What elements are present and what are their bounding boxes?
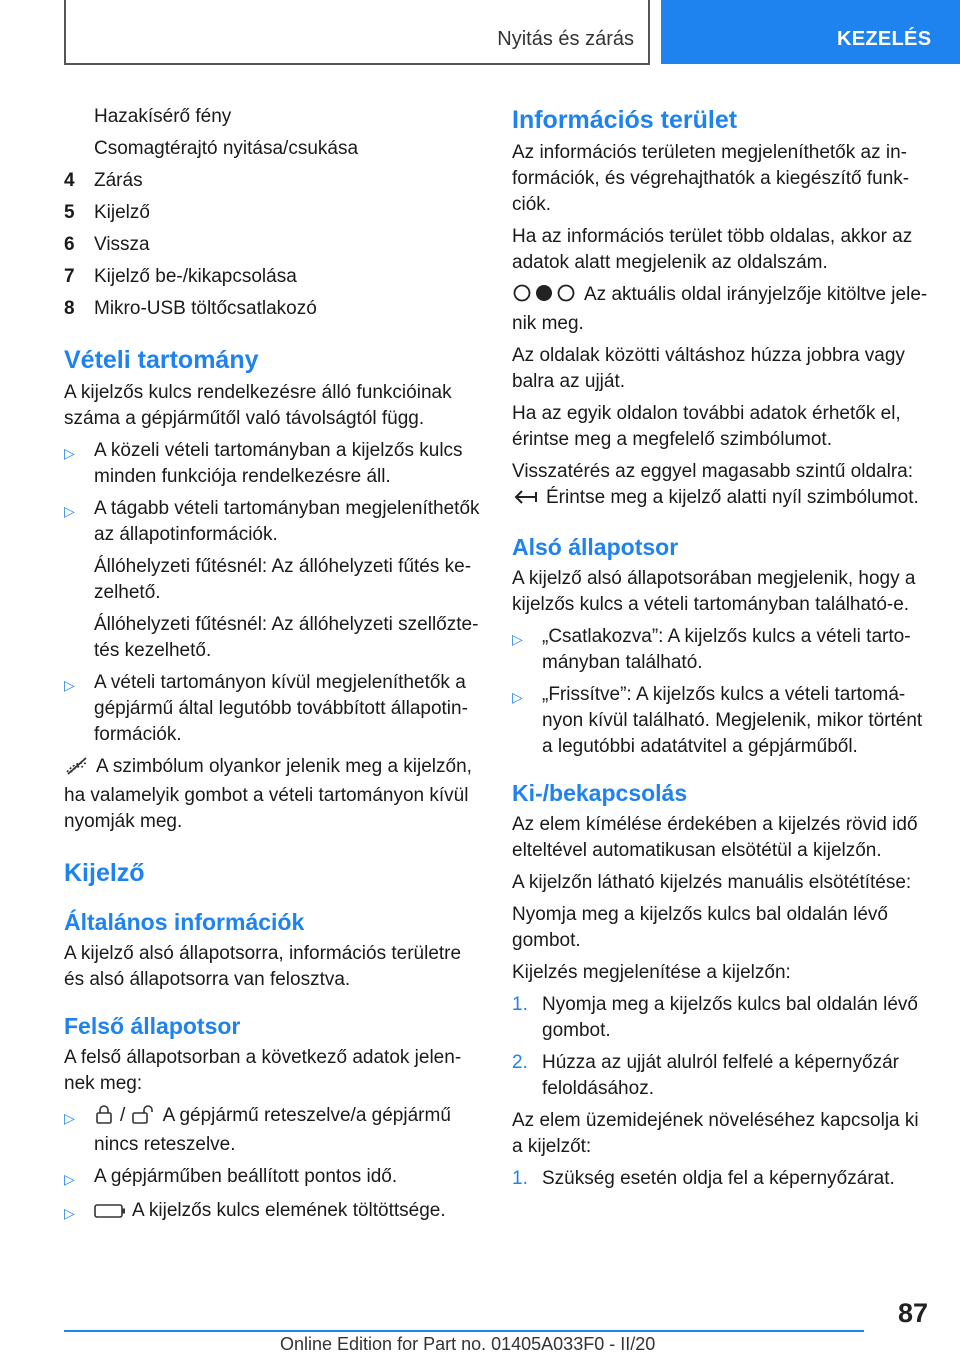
item-text: Zárás xyxy=(94,170,143,191)
item-text: Vissza xyxy=(94,234,150,255)
no-signal-icon xyxy=(64,757,90,783)
item-text: Mikro-USB töltőcsatlakozó xyxy=(94,298,317,319)
separator: / xyxy=(120,1105,126,1126)
ordered-item: 1. Nyomja meg a kijelzős kulcs bal oldalán lévő gombot. xyxy=(512,992,928,1044)
page-indicator-dots-icon xyxy=(512,283,578,311)
paragraph: A kijelző alsó állapotsorában megjelenik, hogy a kijelzős kulcs a vételi tartományban található-e. xyxy=(512,568,916,615)
paragraph: Visszatérés az eggyel magasabb szintű oldalra: xyxy=(512,461,913,482)
heading-display: Kijelző xyxy=(64,859,145,887)
bullet-item: ▷ A vételi tartományon kívül megjeleníthetők a gépjármű által legutóbb továbbított állapotinformációk. xyxy=(64,670,480,748)
bullet-item: ▷ A tágabb vételi tartományban megjeleníthetők az állapotinformációk. xyxy=(64,496,480,548)
item-text: Kijelző xyxy=(94,202,150,223)
paragraph: Az oldalak közötti váltáshoz húzza jobbra vagy balra az ujját. xyxy=(512,345,905,392)
item-text: Kijelző be-/kikapcsolása xyxy=(94,266,297,287)
heading-reception-range: Vételi tartomány xyxy=(64,346,259,374)
footer-edition: Online Edition for Part no. 01405A033F0 - II/20 xyxy=(280,1334,656,1354)
heading-general-info: Általános információk xyxy=(64,909,305,935)
list-item xyxy=(64,168,480,194)
triangle-bullet-icon: ▷ xyxy=(64,1110,75,1126)
battery-icon xyxy=(94,1201,126,1227)
triangle-bullet-icon: ▷ xyxy=(64,1205,75,1221)
section-title: Nyitás és zárás xyxy=(497,28,634,50)
triangle-bullet-icon: ▷ xyxy=(64,503,75,519)
bullet-item: ▷ „Csatlakozva”: A kijelzős kulcs a vételi tartományban található. xyxy=(512,624,928,676)
heading-on-off: Ki-/bekapcsolás xyxy=(512,780,688,806)
triangle-bullet-icon: ▷ xyxy=(64,677,75,693)
triangle-bullet-icon: ▷ xyxy=(512,631,523,647)
back-arrow-icon xyxy=(512,488,540,514)
paragraph: Nyomja meg a kijelzős kulcs bal oldalán lévő gombot. xyxy=(512,904,888,951)
right-column xyxy=(512,104,928,1198)
heading-info-area: Információs terület xyxy=(512,106,738,134)
triangle-bullet-icon: ▷ xyxy=(64,445,75,461)
key-parts-list xyxy=(64,104,480,322)
paragraph: Ha az egyik oldalon további adatok érhetők el, érintse meg a megfelelő szimbólumot. xyxy=(512,403,901,450)
step-number: 1. xyxy=(512,994,528,1015)
heading-top-status-bar: Felső állapotsor xyxy=(64,1013,241,1039)
ordered-item: 1. Szükség esetén oldja fel a képernyőzárat. xyxy=(512,1166,928,1192)
bullet-item: ▷ A közeli vételi tartományban a kijelzős kulcs minden funkciója rendelkezésre áll. xyxy=(64,438,480,490)
triangle-bullet-icon: ▷ xyxy=(64,1171,75,1187)
sub-paragraph: Állóhelyzeti fűtésnél: Az állóhelyzeti fűtés kezelhető. xyxy=(94,556,472,603)
paragraph: A kijelzős kulcs rendelkezésre álló funkcióinak száma a gépjárműtől való távolságtól függ. xyxy=(64,382,452,429)
header-rule-left xyxy=(64,0,66,64)
item-number: 5 xyxy=(64,202,75,223)
lock-open-icon xyxy=(131,1104,157,1132)
header-rule-mid xyxy=(648,0,650,64)
lock-closed-icon xyxy=(94,1104,114,1132)
paragraph: A felső állapotsorban a következő adatok jelennek meg: xyxy=(64,1047,462,1094)
ordered-item: 2. Húzza az ujját alulról felfelé a képernyőzár feloldásához. xyxy=(512,1050,928,1102)
paragraph: Az aktuális oldal irányjelzője kitöltve jelenik meg. xyxy=(512,284,928,334)
list-item: Csomagtérajtó nyitása/csukása xyxy=(94,138,359,159)
paragraph: A kijelző alsó állapotsorra, információs területre és alsó állapotsorra van felosztva. xyxy=(64,943,462,990)
step-number: 2. xyxy=(512,1052,528,1073)
page-number: 87 xyxy=(897,1298,928,1328)
bullet-item: ▷ A kijelzős kulcs elemének töltöttsége. xyxy=(64,1198,480,1227)
step-number: 1. xyxy=(512,1168,528,1189)
paragraph: Az elem üzemidejének növeléséhez kapcsolja ki a kijelzőt: xyxy=(512,1110,919,1157)
list-item xyxy=(64,232,480,258)
paragraph: Ha az információs terület több oldalas, akkor az adatok alatt megjelenik az oldalszám. xyxy=(512,226,913,273)
bullet-item: ▷ A gépjárműben beállított pontos idő. xyxy=(64,1164,480,1192)
paragraph: Kijelzés megjelenítése a kijelzőn: xyxy=(512,962,791,983)
list-item xyxy=(64,200,480,226)
item-number: 7 xyxy=(64,266,75,287)
item-number: 4 xyxy=(64,170,75,191)
heading-bottom-status-bar: Alsó állapotsor xyxy=(512,534,679,560)
list-item: Hazakísérő fény xyxy=(94,106,232,127)
item-number: 8 xyxy=(64,298,75,319)
paragraph: A szimbólum olyankor jelenik meg a kijelzőn, ha valamelyik gombot a vételi tartományon kívül nyomják meg. xyxy=(64,756,472,832)
left-column xyxy=(64,104,480,1233)
triangle-bullet-icon: ▷ xyxy=(512,689,523,705)
chapter-tab[interactable]: KEZELÉS xyxy=(661,0,960,64)
footer-rule xyxy=(64,1330,864,1332)
paragraph: Érintse meg a kijelző alatti nyíl szimbólumot. xyxy=(512,485,928,514)
paragraph: Az elem kímélése érdekében a kijelzés rövid idő elteltével automatikusan elsötétül a kijelzőn. xyxy=(512,814,918,861)
header-rule-bottom xyxy=(64,63,650,65)
paragraph: A kijelzőn látható kijelzés manuális elsötétítése: xyxy=(512,872,912,893)
list-item xyxy=(64,296,480,322)
bullet-item: ▷ „Frissítve”: A kijelzős kulcs a vételi tartományon kívül található. Megjelenik, mikor történt a legutóbbi adatátvitel a gépjárműből. xyxy=(512,682,928,760)
sub-paragraph: Állóhelyzeti fűtésnél: Az állóhelyzeti szellőztetés kezelhető. xyxy=(94,614,479,661)
item-number: 6 xyxy=(64,234,75,255)
paragraph: Az információs területen megjeleníthetők az információk, és végrehajthatók a kiegészítő funkciók. xyxy=(512,142,910,215)
bullet-item: ▷ / A gépjármű reteszelve/a gépjármű nincs reteszelve. xyxy=(64,1103,480,1158)
list-item xyxy=(64,264,480,290)
